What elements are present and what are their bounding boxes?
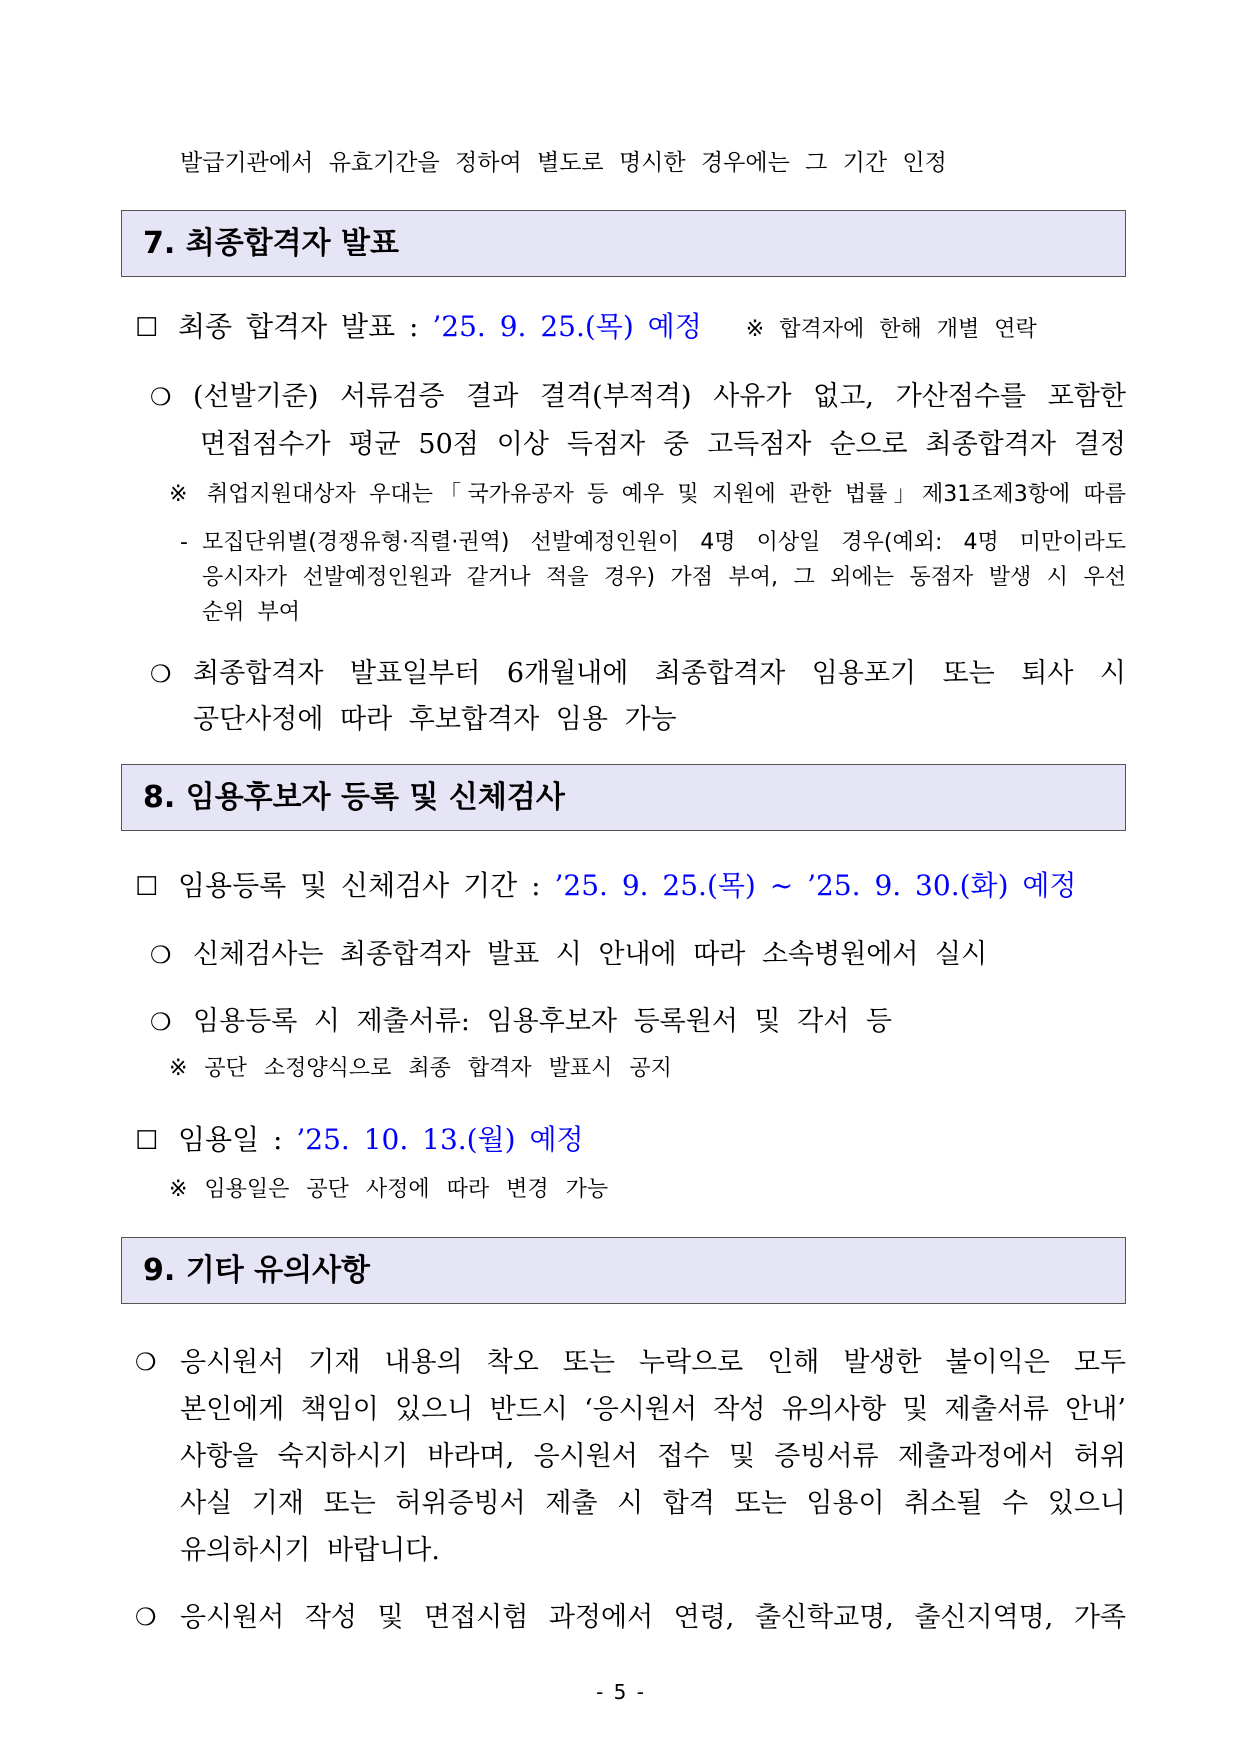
bonus-detail-line: 모집단위별(경쟁유형·직렬·권역) 선발예정인원이 4명 이상일 경우(예외: 4명 미만이라도 [202,530,1126,555]
appointment-date-label: 임용일 : [178,1123,283,1156]
application-errors-line: 본인에게 책임이 있으니 반드시 ‘응시원서 작성 유의사항 및 제출서류 안내’ [180,1394,1126,1425]
square-bullet-icon: ☐ [135,1126,159,1156]
reserve-candidates-item [193,651,1126,743]
dash-bullet: - [180,530,188,555]
application-errors-line: 사실 기재 또는 허위증빙서 제출 시 합격 또는 임용이 취소될 수 있으니 [180,1488,1126,1519]
section-9-header [121,1237,1126,1304]
appointment-date-note: ※ 임용일은 공단 사정에 따라 변경 가능 [169,1177,609,1202]
selection-criteria-line: (선발기준) 서류검증 결과 결격(부적격) 사유가 없고, 가산점수를 포함한 [193,381,1126,412]
veteran-preference-note: ※ 취업지원대상자 우대는「국가유공자 등 예우 및 지원에 관한 법률」제31조제3항에 따름 [169,482,1126,507]
application-privacy-item [180,1594,1126,1641]
circle-bullet-icon: ❍ [135,1348,157,1376]
section-8-header [121,764,1126,831]
documents-note: ※ 공단 소정양식으로 최종 합격자 발표시 공지 [169,1056,672,1081]
circle-bullet-icon: ❍ [150,660,172,688]
bonus-detail-line: 응시자가 선발예정인원과 같거나 적을 경우) 가점 부여, 그 외에는 동점자 발생 시 우선 [202,565,1126,590]
bonus-detail-line: 순위 부여 [202,600,301,625]
final-announcement-date: ’25. 9. 25.(목) 예정 [432,310,702,343]
reserve-candidates-line: 공단사정에 따라 후보합격자 임용 가능 [193,704,677,735]
application-privacy-line: 응시원서 작성 및 면접시험 과정에서 연령, 출신학교명, 출신지역명, 가족 [180,1602,1126,1633]
registration-period-date: ’25. 9. 25.(목) ~ ’25. 9. 30.(화) 예정 [554,869,1077,902]
section-7-header [121,210,1126,277]
square-bullet-icon: ☐ [135,313,159,343]
selection-criteria-item [193,373,1126,469]
square-bullet-icon: ☐ [135,872,159,902]
section-7-title: 7. 최종합격자 발표 [143,226,400,261]
reserve-candidates-line: 최종합격자 발표일부터 6개월내에 최종합격자 임용포기 또는 퇴사 시 [193,658,1126,689]
final-announcement-note: ※ 합격자에 한해 개별 연락 [745,317,1037,342]
application-errors-line: 응시원서 기재 내용의 착오 또는 누락으로 인해 발생한 불이익은 모두 [180,1347,1126,1378]
application-errors-line: 사항을 숙지하시기 바라며, 응시원서 접수 및 증빙서류 제출과정에서 허위 [180,1441,1126,1472]
registration-period-item [135,866,1076,906]
appointment-date-item [135,1120,584,1160]
page-number: - 5 - [596,1680,644,1704]
circle-bullet-icon: ❍ [150,383,172,411]
circle-bullet-icon: ❍ [150,941,172,969]
final-announcement-label: 최종 합격자 발표 : [178,310,419,343]
bonus-detail-item [202,525,1126,630]
application-errors-item [180,1339,1126,1574]
registration-period-label: 임용등록 및 신체검사 기간 : [178,869,541,902]
section-9-title: 9. 기타 유의사항 [143,1253,371,1288]
section-8-title: 8. 임용후보자 등록 및 신체검사 [143,780,565,815]
circle-bullet-icon: ❍ [135,1603,157,1631]
final-announcement-item [135,307,1037,347]
circle-bullet-icon: ❍ [150,1008,172,1036]
documents-item: 임용등록 시 제출서류: 임용후보자 등록원서 및 각서 등 [193,1006,892,1037]
continuation-text: 발급기관에서 유효기간을 정하여 별도로 명시한 경우에는 그 기간 인정 [180,150,947,176]
appointment-date-value: ’25. 10. 13.(월) 예정 [296,1123,584,1156]
selection-criteria-line: 면접점수가 평균 50점 이상 득점자 중 고득점자 순으로 최종합격자 결정 [200,429,1126,460]
application-errors-line: 유의하시기 바랍니다. [180,1535,440,1566]
physical-exam-item: 신체검사는 최종합격자 발표 시 안내에 따라 소속병원에서 실시 [193,939,988,970]
